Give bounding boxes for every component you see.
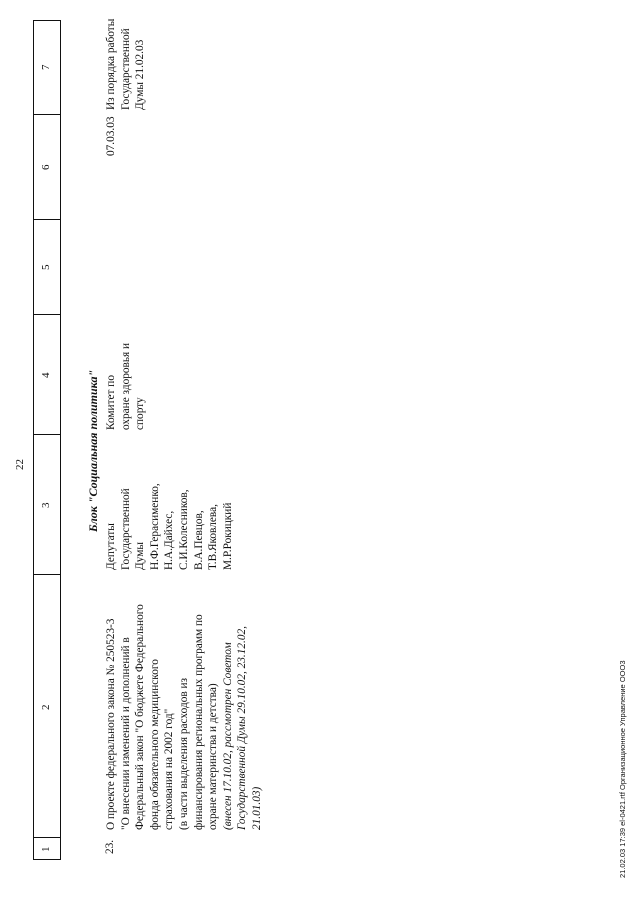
bill-line: Федеральный закон "О бюджете Федерального: [134, 604, 147, 830]
author-line: Депутаты: [105, 523, 117, 570]
item-number: 23.: [104, 839, 116, 854]
bill-note-line: (внесен 17.10.02, рассмотрен Советом: [221, 642, 234, 830]
source-line: Думы 21.02.03: [134, 39, 147, 110]
header-divider: [33, 859, 60, 860]
committee-line: спорту: [134, 397, 147, 430]
author-line: Государственной: [119, 488, 132, 570]
bill-line: финансирования региональных программ по: [192, 614, 205, 830]
bill-line: страхования на 2002 год": [163, 708, 176, 830]
author-line: С.И.Колесников,: [177, 489, 190, 570]
author-line: Н.А.Дайхес,: [163, 510, 176, 570]
bill-line: фонда обязательного медицинского: [148, 659, 161, 830]
bill-note-line: 21.01.03): [250, 786, 263, 830]
block-title: Блок "Социальная политика": [86, 369, 100, 532]
bill-line: "О внесении изменений и дополнений в: [119, 637, 132, 830]
header-divider: [33, 314, 60, 315]
bill-authors: [104, 460, 235, 570]
source-line: Государственной: [119, 28, 132, 110]
bill-note-line: Государственной Думы 29.10.02, 23.12.02,: [236, 626, 249, 830]
author-line: В.А.Певцов,: [192, 510, 205, 570]
author-line: Н.Ф.Герасименко,: [148, 483, 161, 570]
bill-line: (в части выделения расходов из: [177, 677, 190, 830]
column-number: 3: [40, 502, 52, 508]
bill-line: О проекте федерального закона № 250523-3: [105, 618, 117, 830]
page-number: 22: [14, 459, 26, 470]
bill-description: [104, 580, 265, 830]
header-top-border: [33, 20, 34, 860]
column-number: 1: [40, 846, 52, 852]
header-divider: [33, 837, 60, 838]
header-divider: [33, 20, 60, 21]
header-divider: [33, 219, 60, 220]
column-number: 5: [40, 264, 52, 270]
committee-line: Комитет по: [105, 374, 117, 430]
column-number: 7: [40, 64, 52, 70]
committee-line: охране здоровья и: [119, 342, 132, 430]
column-number: 4: [40, 372, 52, 378]
header-divider: [33, 114, 60, 115]
responsible-committee: [104, 320, 148, 430]
consideration-date: 07.03.03: [105, 116, 117, 156]
author-line: Думы: [134, 542, 147, 570]
bill-line: охране материнства и детства): [207, 683, 220, 830]
header-bottom-border: [60, 20, 61, 860]
author-line: М.Р.Рокицкий: [221, 502, 234, 570]
source-note: [104, 20, 148, 110]
document-footer: 21.02.03 17:39 el-0421.rtf Организационное Управление ООО3: [618, 660, 627, 878]
header-divider: [33, 434, 60, 435]
column-number: 2: [40, 704, 52, 710]
source-line: Из порядка работы: [105, 18, 117, 110]
author-line: Т.В.Яковлева,: [207, 504, 220, 570]
header-divider: [33, 574, 60, 575]
column-number: 6: [40, 164, 52, 170]
